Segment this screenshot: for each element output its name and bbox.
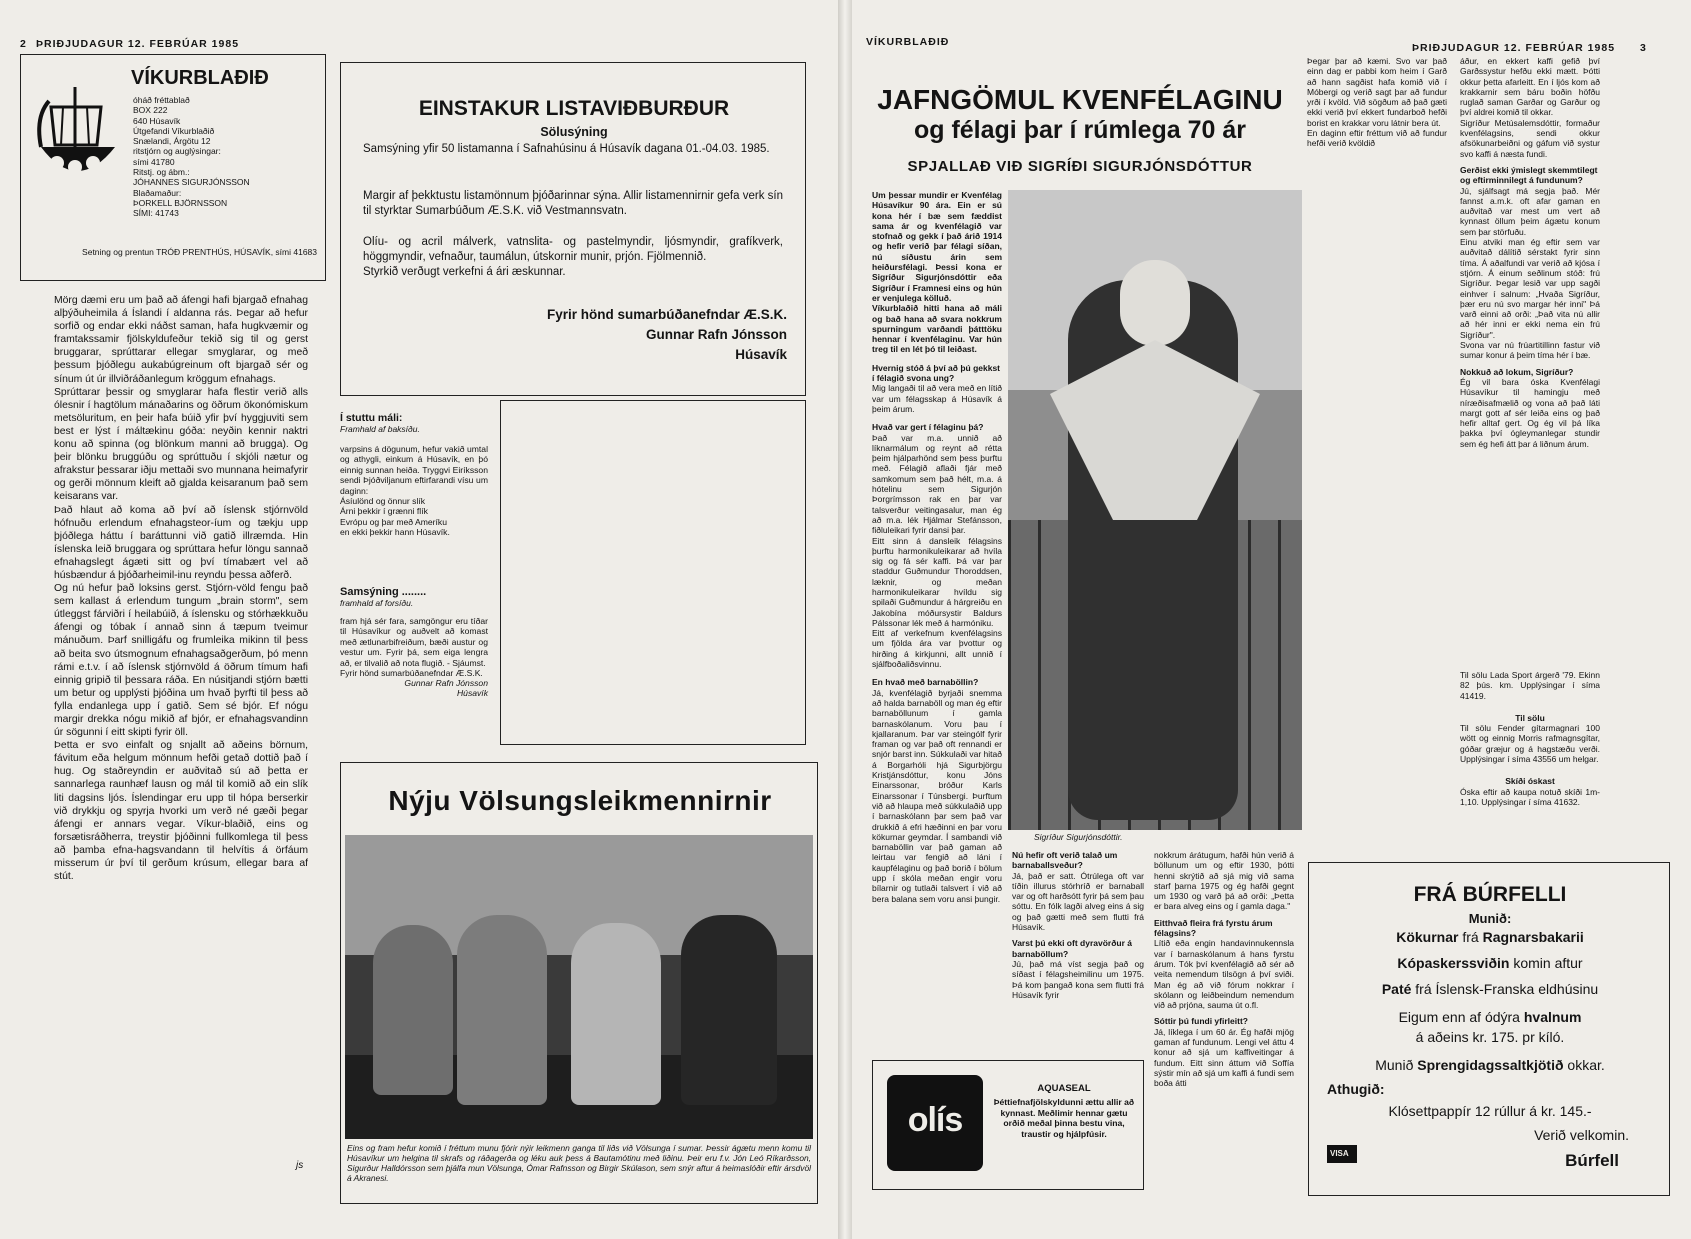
running-head-left: VÍKURBLAÐIÐ bbox=[866, 36, 950, 48]
interview-q3: En hvað með barnaböllin? bbox=[872, 677, 979, 688]
interview-col5 bbox=[1460, 56, 1600, 449]
burfell-line8: Verið velkomin. bbox=[1534, 1127, 1629, 1143]
burfell-munid: Munið: bbox=[1468, 911, 1512, 926]
listavidburdur-subtitle: Sölusýning bbox=[540, 125, 608, 139]
stuttu-mali bbox=[340, 412, 488, 538]
interview-a8: Jú, sjálfsagt má segja það. Mér fannst a.m.k. oft afar gaman en auðvitað var mest um vert að kynnast öllum þeim ágætu konum sem þar störfuðu. Einu atviki man ég eftir sem var auðvitað dálítið sérstakt fyrir sinn tíma. Á aðalfundi var verið að kjósa í stjórn. Á einum seðlinum stóð: frú Sigríður. Þegar lesið var upp sagði einhver í salnum: „Hvaða Sigríður, þær eru nú svo margar hér inni" Þá varð einni að orði: „Það vita nú allir að hér inni er ekki nema ein frú Sigríður". Svona var nú frúartitillinn fastur við sumar konur á þeim tíma hér í bæ. bbox=[1460, 185, 1600, 361]
running-head-right: ÞRIÐJUDAGUR 12. FEBRÚAR 1985 bbox=[1412, 42, 1616, 54]
olis-ad bbox=[872, 1060, 1144, 1190]
classified-3: Óska eftir að kaupa notuð skíði 1m-1,10. Upplýsingar í síma 41632. bbox=[1460, 786, 1600, 807]
burfell-athugid: Athugið: bbox=[1327, 1081, 1385, 1097]
woman-face bbox=[1120, 260, 1190, 346]
running-head: ÞRIÐJUDAGUR 12. FEBRÚAR 1985 bbox=[36, 38, 240, 50]
viking-ship-logo bbox=[31, 77, 123, 195]
burfell-eigum: Eigum enn af ódýra bbox=[1398, 1009, 1520, 1025]
interview-a5: Jú, það má víst segja það og síðast í félagsheimilinu um 1975. Þá kom þangað kona sem flutti frá Húsavík fyrir bbox=[1012, 958, 1144, 1000]
listavidburdur-p2: Margir af þekktustu listamönnum þjóðarinnar sýna. Allir listamennirnir gefa verk sín til styrktar Sumarbúðum Æ.S.K. við Vestmannsvatn. bbox=[363, 190, 783, 217]
burfell-line2 bbox=[1309, 955, 1671, 971]
interview-a7: Já, líklega í um 60 ár. Ég hafði mjög gaman af fundunum. Lengi vel áttu 4 konur að sjá um kaffiveitingar á fundum. Eitt sinn áttum við Soffía sýstir mín að sjá um kaffi á fundi sem boða átti bbox=[1154, 1026, 1294, 1089]
visa-label: VISA bbox=[1330, 1149, 1349, 1158]
burfell-eldhus: frá Íslensk-Franska eldhúsinu bbox=[1411, 981, 1599, 997]
volsungar-photo bbox=[345, 835, 813, 1139]
burfell-line4 bbox=[1309, 1009, 1671, 1025]
listavidburdur-p3: Olíu- og acril málverk, vatnslita- og pastelmyndir, ljósmyndir, grafíkverk, höggmyndir, vefnaður, taumálun, útskornir munir, prjón. Fjölmennið. Styrkið verðugt verkefni á ári æskunnar. bbox=[363, 236, 783, 278]
burfell-fra: frá bbox=[1458, 929, 1483, 945]
burfell-line7: Klósettpappír 12 rúllur á kr. 145.- bbox=[1388, 1103, 1592, 1119]
volsungar-title: Nýju Völsungsleikmennirnir bbox=[388, 785, 772, 816]
interview-intro: Um þessar mundir er Kvenfélag Húsavíkur 90 ára. Ein er sú kona hér í bæ sem fæddist sama ár og kvenfélagið var stofnað og gekk í það árið 1914 og hefir verið þar félagi síðan, nú síðustu árin sem heiðursfélagi. Þessi kona er Sigríður Sigurjónsdóttir eða Sigríður í Framnesi eins og hún er venjulega kölluð. Víkurblaðið hitti hana að máli og bað hana að svara nokkrum spurningum varðandi þátttöku hennar í kvenfélaginu. Var hún treg til en lét þó til leiðast. bbox=[872, 190, 1002, 355]
player-2 bbox=[457, 915, 547, 1105]
listavidburdur-ad bbox=[340, 62, 806, 396]
interview-col2 bbox=[1012, 850, 1144, 1000]
burfell-line3 bbox=[1309, 981, 1671, 997]
samsyning-head: Samsýning ........ bbox=[340, 586, 427, 598]
burfell-ad bbox=[1308, 862, 1670, 1196]
burfell-sign: Búrfell bbox=[1565, 1151, 1619, 1170]
listavidburdur-sign2: Gunnar Rafn Jónsson bbox=[645, 327, 787, 342]
page-number: 2 bbox=[20, 38, 27, 50]
burfell-pate: Paté bbox=[1381, 981, 1412, 997]
interview-a1: Mig langaði til að vera með en lítið var um félagsskap á Húsavík á þeim árum. bbox=[872, 383, 1002, 414]
player-1 bbox=[373, 925, 453, 1095]
interview-mid: nokkrum árátugum, hafði hún verið á böllunum um og eftir 1930, þótti henni skrýtið að sjá mig við sama starf þarna 1975 og ég hafði gegnt um 1930 og varð þá að orði: „Þetta er bara alveg eins og í gamla daga." bbox=[1154, 850, 1294, 912]
right-page bbox=[852, 0, 1691, 1239]
masthead bbox=[20, 54, 326, 281]
classified-2: Til sölu Fender gítarmagnari 100 wött og einnig Morris rafmagnsgítar, góðar græjur og á hagstæðu verði. Upplýsingar í síma 43556 um helgar. bbox=[1460, 723, 1600, 765]
listavidburdur-p1: Samsýning yfir 50 listamanna í Safnahúsinu á Húsavík dagana 01.-04.03. 1985. bbox=[363, 143, 770, 155]
stuttu-sub: Framhald af baksíðu. bbox=[340, 424, 420, 434]
listavidburdur-sign1: Fyrir hönd sumarbúðanefndar Æ.S.K. bbox=[546, 307, 787, 322]
interview-a9: Ég vil bara óska Kvenfélagi Húsavíkur til hamingju með níræðisafmælið og vona að það láti margt gott af sér leiða eins og það hefir alltaf gert. Og ég vil þá líka þakka því ógleymanlegar stundir sem ég hefi átt þar á liðnum árum. bbox=[1460, 376, 1600, 449]
editorial-text: Mörg dæmi eru um það að áfengi hafi bjargað efnahag alþýðuheimila á Íslandi í aldanna rás. Þegar að hefur sorfið og endar ekki náðst saman, hafa hugkvæmir og framtakssamir fjölskyldufeður tekið sig til og gerst bruggarar, sprúttarar ellegar smyglarar, og með þessum þjóðlegu aukabúgreinum oft bjargað sér og sínum út úr illviðráðanlegum kröggum efnahags. Sprúttarar þessir og smyglarar hafa flestir verið alls ólesnir í hagtölum mánaðarins og öðrum ökonómiskum metsöluritum, en þeir hafa búið yfir því hyggjuviti sem best er lýst í máltækinu góða: neyðin kennir naktri konu að spinna (og blönkum manni að brugga). Og þeir blönku bruggúðu og sprúttuðu í skjóli nætur og afrakstur þessarar iðju mettaði svo munnana heimafyrir og gerði mönnum kleift að gjalda keisaranum það sem keisarans var. Það hlaut að koma að því að íslensk stjórnvöld hófnuðu erlendum efnahagsteor-íum og tækju upp þjóðlega háttu í baráttunni við gatið illræmda. Hin íslenska leið bruggara og sprúttara hefur löngu sannað efnahagslegt ágæti sitt og því tímabært vel að húsbændur á þjóðarheimil-inu reyndu þessa aðferð. Og nú hefur það loksins gerst. Stjórn-völd fengu það sem kallast á erlendum tungum „brain storm", sem útleggst fárviðri í heilabúið, á íslensku og stórhækkuðu áfengi og tóbak í annað sinn á tæpum tveimur mánuðum. Þarf snilligáfu og frumleika mikinn til þess að beita svo útsmognum efnahagsaðgerðum, þó menn rámi e.t.v. í að íslensk stjórnvöld á öðrum tímum hafi einnig gripið til þessara ráða. En núsitjandi stjórn bætti um betur og upplýsti þjóðina um hvað þyrfti til þess að fylla endanlega upp í gatið. Sem sé bjór. Ef nógu margir drekka nógu mikið af bjór, er efnahagsvandinn úr sögunni í eitt skipti fyrir öll. Þetta er svo einfalt og snjallt að aðeins börnum, fávitum eða helgum mönnum hefði getað dottið það í hug. Og staðreyndin er auðvitað sú að þetta er sannarlega raunhæf lausn og mál til komið að ein slík liti dagsins ljós. Íslendingar eru upp til hópa berserkir við drykkju og spyrja hvorki um verð né gæði þegar áfengi er annars vegar. Víkur-blaðið, eins og forsætisráðherra, treystir þjóðinni fullkomlega til þess að þamba efna-hagsvandann til helvítis á örfáum misserum úr því til gerðum krúsum, ellegar bara af stút. bbox=[54, 295, 308, 883]
olis-logo bbox=[887, 1075, 983, 1171]
olis-text: Þéttiefnafjölskyldunni ættu allir að kynnast. Meðlimir hennar gætu orðið meðal þinna bestu vina, traustir og hjálpfúsir. bbox=[993, 1097, 1135, 1139]
spine bbox=[838, 0, 852, 1239]
sigridur-photo bbox=[1008, 190, 1302, 830]
burfell-bakari: Ragnarsbakarii bbox=[1482, 929, 1584, 945]
interview-q7: Sóttir þú fundi yfirleitt? bbox=[1154, 1016, 1248, 1027]
interview-col4-top: Þegar þar að kæmi. Svo var það einn dag er pabbi kom heim í Garð að hann sagðist hafa komið við í Móbergi og verið sagt þar að fundur yrði í kvöld. Við sögðum að það gæti ekki verið því ekkert fundarboð hefði borist en krakkar voru látnir bera út. En daginn eftir fréttum við að fundur hefði verið kvöldið bbox=[1307, 56, 1447, 149]
listavidburdur-sign3: Húsavík bbox=[735, 347, 787, 362]
interview-col3-text: áður, en ekkert kaffi gefið því Garðssystur hefðu ekki mætt. Þótti okkur þetta afarleitt. En í ljós kom að krakkarnir sem báru boðin höfðu ruglað saman Garðar og Garður og því aldrei komið til okkar. Sigríður Metúsalemsdóttir, formaður kvenfélagsins, sendi okkur afsökunarbeiðni og gáfum við systur svo kaffi á næsta fundi. bbox=[1460, 56, 1600, 159]
interview-q1: Hvernig stóð á því að þú gekkst í félagið svona ung? bbox=[872, 362, 1001, 384]
editorial-sign: js bbox=[296, 1160, 304, 1171]
stuttu-text: varpsins á dögunum, hefur vakið umtal og athygli, einkum á Húsavík, en þó einnig sunnan heiða. Tryggvi Eiríksson sendi Þjóðviljanum eftirfarandi vísu um daginn: Ásíulönd og önnur slík Árni þekkir í grænni flík Evrópu og þar með Ameríku en ekki þekkir hann Húsavík. bbox=[340, 444, 488, 538]
olis-logo-text: olís bbox=[907, 1101, 963, 1139]
interview-a3: Já, kvenfélagið byrjaði snemma að halda barnaböll og man ég eftir barnaböllunum í gamla barnaskólanum. Voru þau í kjallaranum. Þar var steingólf fyrir framan og var það oft rennandi er snjór barst inn. Súkkulaði var hitað á Borgarhóli hjá Sigurbjörgu Kristjánsdóttur, konu Jóns Einarssonar, bróður Karls Einarssonar í Túnsbergi. Þurftum við að hlaupa með súkkulaðið upp í barnaskólann þar sem það var drukkið á efri hæðinni en þar voru kökurnar geymdar. Í sambandi við barnaböllin var það gaman að leirtau var fengið að láni í kaupfélaginu og það borið í bölum upp í skóla meðan engir voru bílarnir og tutlaði talsvert í við að bera balana sem voru ansi þungir. bbox=[872, 687, 1002, 904]
interview-title1: JAFNGÖMUL KVENFÉLAGINU bbox=[877, 84, 1283, 115]
burfell-komin: komin aftur bbox=[1509, 955, 1583, 971]
classifieds bbox=[1460, 670, 1600, 807]
interview-title2: og félagi þar í rúmlega 70 ár bbox=[913, 116, 1247, 144]
burfell-line6 bbox=[1309, 1057, 1671, 1073]
interview-q5: Varst þú ekki oft dyravörður á barnaböllum? bbox=[1012, 938, 1132, 959]
burfell-line1 bbox=[1309, 929, 1671, 945]
interview-a6: Lítið eða engin handavinnukennsla var í barnaskólanum á hans fyrstu árum. Tók því kvenfélagið að sér að veita nemendum tilsögn á því sviði. Man ég að við fórum nokkrar í skólann og leiðbeindum nemendum við að prjóna, sauma út o.fl. bbox=[1154, 938, 1294, 1011]
visa-card-icon bbox=[1327, 1145, 1357, 1163]
interview-subtitle: SPJALLAÐ VIÐ SIGRÍÐI SIGURJÓNSDÓTTUR bbox=[907, 158, 1253, 175]
stuttu-head: Í stuttu máli: bbox=[340, 412, 403, 424]
samsyning bbox=[340, 586, 488, 698]
left-page bbox=[0, 0, 840, 1239]
burfell-title: FRÁ BÚRFELLI bbox=[1413, 883, 1567, 906]
player-3 bbox=[571, 923, 661, 1105]
olis-head: AQUASEAL bbox=[1037, 1083, 1091, 1094]
interview-col3 bbox=[1154, 850, 1294, 1089]
masthead-title: VÍKURBLAÐIÐ bbox=[131, 67, 269, 89]
masthead-info: óháð fréttablað BOX 222 640 Húsavík Útgefandi Víkurblaðið Snælandi, Árgötu 12 ritstjórn og auglýsingar: sími 41780 Ritstj. og ábm.: JÓHANNES SIGURJÓNSSON Blaðamaður: ÞORKELL BJÖRNSSON SÍMI: 41743 bbox=[133, 95, 250, 219]
interview-a4: Já, það er satt. Ótrúlega oft var tíðin illurus stórhríð er barnaball var og oft harðsótt fyrir þá sem þau sóttu. En fólk lagði alveg eins á sig og það gætti með sem flutti frá Húsavík. bbox=[1012, 870, 1144, 933]
interview-q6: Eitthvað fleira frá fyrstu árum félagsins? bbox=[1154, 917, 1273, 939]
burfell-svid: Kópaskerssviðin bbox=[1397, 955, 1510, 971]
burfell-okkar: okkar. bbox=[1563, 1057, 1605, 1073]
burfell-kokurnar: Kökurnar bbox=[1396, 929, 1459, 945]
classified-2-head: Til sölu bbox=[1515, 712, 1545, 723]
samsyning-sub: framhald af forsíðu. bbox=[340, 598, 414, 608]
interview-q8: Gerðist ekki ýmislegt skemmtilegt og eftirminnilegt á fundunum? bbox=[1460, 164, 1598, 186]
samsyning-sign2: Húsavík bbox=[456, 688, 488, 699]
interview-col1 bbox=[872, 190, 1002, 1050]
burfell-saltkjot: Sprengidagssaltkjötið bbox=[1417, 1057, 1564, 1073]
burfell-line5: á aðeins kr. 175. pr kíló. bbox=[1415, 1029, 1565, 1045]
masthead-printing: Setning og prentun TRÓÐ PRENTHÚS, HÚSAVÍK, sími 41683 bbox=[82, 247, 317, 257]
interview-q2: Hvað var gert í félaginu þá? bbox=[872, 422, 984, 433]
volsungar-caption: Eins og fram hefur komið í fréttum munu fjórir nýir leikmenn ganga til liðs við Völsunga í sumar. Þessir ágætu menn komu til Húsavíkur um helgina til skrafs og ráðagerða og léku auk þess á Bautamótinu með liðinu. Þeir eru f.v. Jón Leó Ríkarðsson, Sigurður Halldórsson sem þjálfa mun Völsunga, Ómar Rafnsson og Birgir Skúlason, sem snýr aftur á heimaslóðir eftir ársdvöl á Akranesi. bbox=[347, 1143, 811, 1183]
page-number-right: 3 bbox=[1640, 42, 1647, 54]
photo-caption: Sigríður Sigurjónsdóttir. bbox=[1034, 832, 1123, 842]
volsungar-article bbox=[340, 762, 818, 1204]
samsyning-sign1: Gunnar Rafn Jónsson bbox=[404, 678, 488, 689]
burfell-hvalur: hvalnum bbox=[1523, 1009, 1582, 1025]
burfell-munid2: Munið bbox=[1375, 1057, 1418, 1073]
interview-q4: Nú hefir oft verið talað um barnaballsveður? bbox=[1012, 850, 1118, 871]
classified-1: Til sölu Lada Sport árgerð '79. Ekinn 82 þús. km. Upplýsingar í síma 41419. bbox=[1460, 670, 1600, 701]
player-4 bbox=[681, 915, 777, 1105]
listavidburdur-title: EINSTAKUR LISTAVIÐBURÐUR bbox=[418, 97, 730, 120]
interview-q9: Nokkuð að lokum, Sigríður? bbox=[1460, 366, 1574, 377]
malmsudu-article bbox=[500, 400, 806, 745]
classified-3-head: Skíði óskast bbox=[1505, 776, 1555, 787]
samsyning-text: fram hjá sér fara, samgöngur eru tíðar til Húsavíkur og auðvelt að komast með ætlunarbifreiðum, bæði austur og vestur um. Fyrir þá, sem eiga lengra að, er tilvalið að nota flugið. - Sjáumst. Fyrir hönd sumarbúðanefndar Æ.S.K. bbox=[340, 616, 488, 679]
interview-a2: Það var m.a. unnið að líknarmálum og reynt að rétta þeim hjálparhönd sem þess þurftu með. Félagið aflaði fjár með samkomum sem það hélt, m.a. á hótelinu sem Sigurjón Þorgrímsson rak en þar var talsverður veitingasalur, man ég að m.a. lék Hjálmar Stefánsson, fiðluleikari fyrir dansi þar. Eitt sinn á dansleik félagsins þurftu harmonikuleikarar að hvíla sig og fá sér kaffi. Þá var þar staddur Guðmundur Thoroddsen, læknir, og meðan harmonikuleikarar hvíldu sig spilaði Guðmundur á hárgreiðu en Jakobína móðursystir Baldurs Pálssonar lék með á harmóniku. Eitt af verkefnum kvenfélagsins um fjölda ára var þvottur og hirðing á kirkjunni, allt unnið í sjálfboðaliðsvinnu. bbox=[872, 432, 1002, 670]
